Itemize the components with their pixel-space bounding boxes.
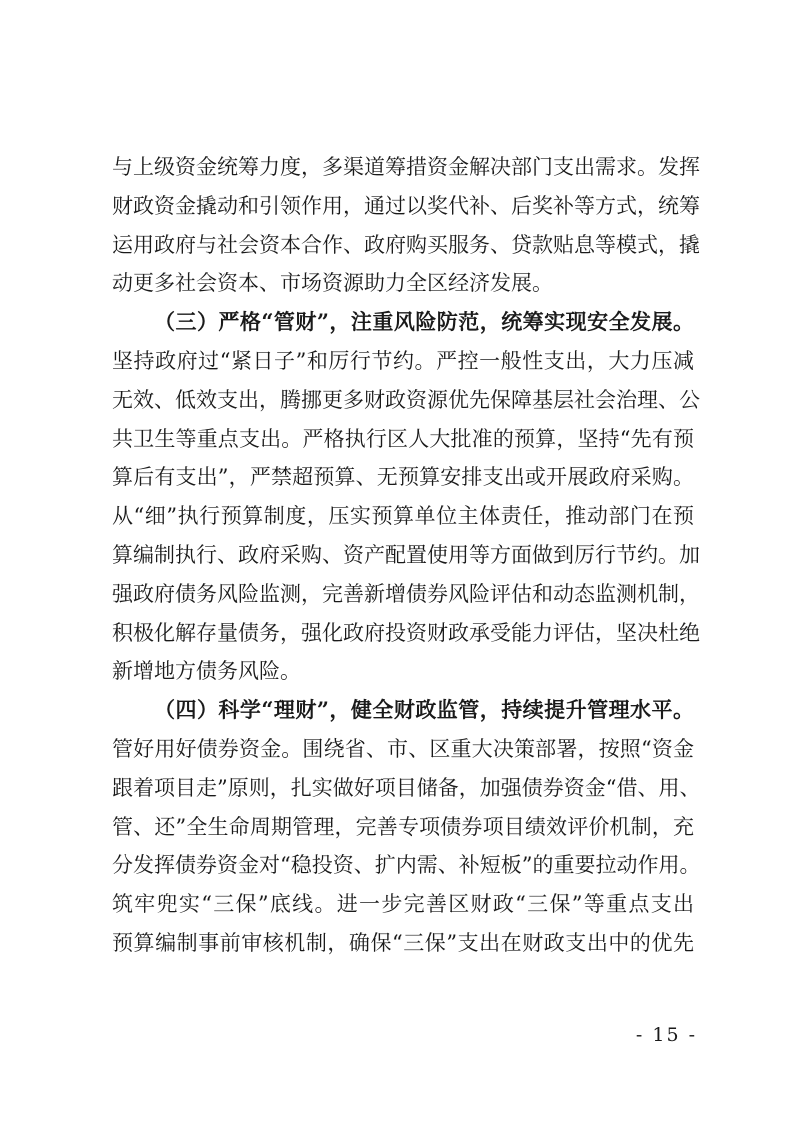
text-line: 跟着项目走”原则，扎实做好项目储备，加强债券资金“借、用、 <box>112 775 701 800</box>
text-line: 管好用好债券资金。围绕省、市、区重大决策部署，按照“资金 <box>112 736 694 761</box>
text-line: 无效、低效支出，腾挪更多财政资源优先保障基层社会治理、公 <box>112 387 700 412</box>
text-line: 算编制执行、政府采购、资产配置使用等方面做到厉行节约。加 <box>112 542 700 567</box>
text-line: 新增地方债务风险。 <box>112 659 301 684</box>
text-line: 强政府债务风险监测，完善新增债券风险评估和动态监测机制， <box>112 581 700 606</box>
text-line: 坚持政府过“紧日子”和厉行节约。严控一般性支出，大力压减 <box>112 348 694 373</box>
page-number: - 15 - <box>635 1024 697 1046</box>
text-line: 共卫生等重点支出。严格执行区人大批准的预算，坚持“先有预 <box>112 426 694 451</box>
text-line: 与上级资金统筹力度，多渠道筹措资金解决部门支出需求。发挥 <box>112 155 700 179</box>
text-line: 动更多社会资本、市场资源助力全区经济发展。 <box>112 271 553 296</box>
text-line: 运用政府与社会资本合作、政府购买服务、贷款贴息等模式，撬 <box>112 232 700 257</box>
text-line: 算后有支出”，严禁超预算、无预算安排支出或开展政府采购。 <box>112 465 694 490</box>
text-line: 从“细”执行预算制度，压实预算单位主体责任，推动部门在预 <box>112 504 694 529</box>
text-line: 预算编制事前审核机制，确保“三保”支出在财政支出中的优先 <box>112 930 694 955</box>
section-three <box>112 303 700 691</box>
document-body <box>112 148 701 963</box>
section-four <box>112 691 701 963</box>
text-line: 筑牢兜实“三保”底线。进一步完善区财政“三保”等重点支出 <box>112 892 694 917</box>
text-line: 分发挥债券资金对“稳投资、扩内需、补短板”的重要拉动作用。 <box>112 853 701 878</box>
section-heading: （四）科学“理财”，健全财政监管，持续提升管理水平。 <box>154 697 694 723</box>
text-line: 积极化解存量债务，强化政府投资财政承受能力评估，坚决杜绝 <box>112 620 700 645</box>
text-line: 管、还”全生命周期管理，完善专项债券项目绩效评价机制，充 <box>112 814 694 839</box>
text-line: 财政资金撬动和引领作用，通过以奖代补、后奖补等方式，统筹 <box>112 193 700 218</box>
section-heading: （三）严格“管财”，注重风险防范，统筹实现安全发展。 <box>154 309 694 335</box>
paragraph <box>112 148 700 303</box>
